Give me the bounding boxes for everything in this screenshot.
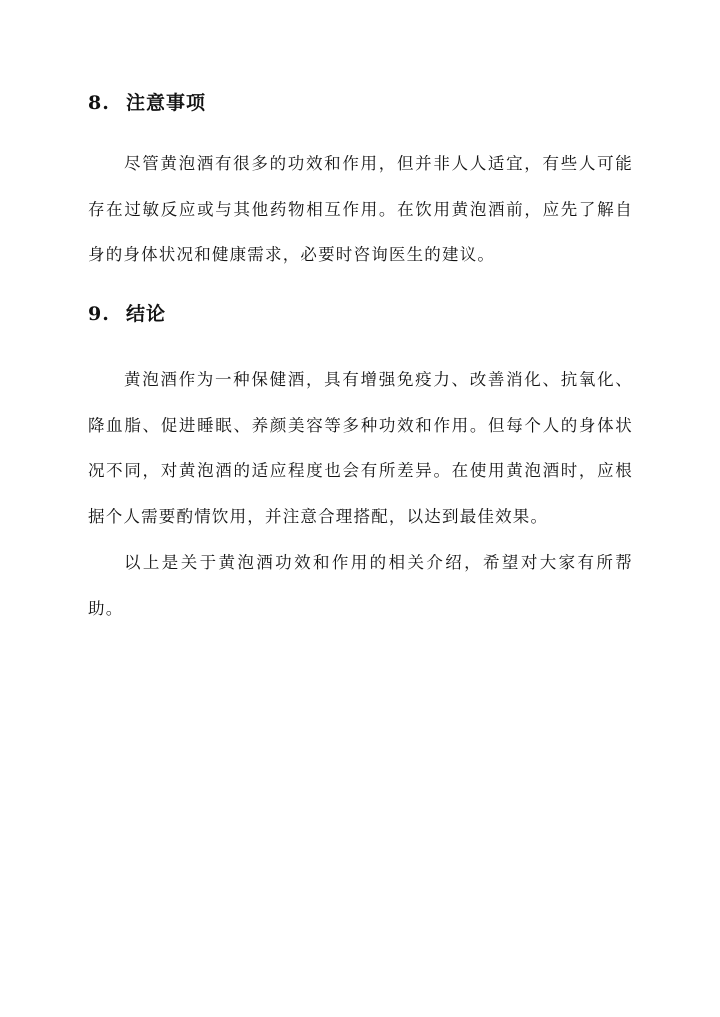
paragraph-conclusion: 黄泡酒作为一种保健酒，具有增强免疫力、改善消化、抗氧化、降血脂、促进睡眠、养颜美容等多种功效和作用。但每个人的身体状况不同，对黄泡酒的适应程度也会有所差异。在使用黄泡酒时，应根据个人需要酌情饮用，并注意合理搭配，以达到最佳效果。 — [88, 370, 633, 526]
section-heading-8 — [88, 91, 206, 115]
paragraph-precautions: 尽管黄泡酒有很多的功效和作用，但并非人人适宜，有些人可能存在过敏反应或与其他药物相互作用。在饮用黄泡酒前，应先了解自身的身体状况和健康需求，必要时咨询医生的建议。 — [88, 154, 633, 264]
section-title: 注意事项 — [126, 92, 207, 114]
section-number: 9. — [88, 303, 110, 325]
section-number: 8. — [88, 92, 110, 114]
paragraph-closing: 以上是关于黄泡酒功效和作用的相关介绍，希望对大家有所帮助。 — [88, 553, 633, 618]
section-title: 结论 — [126, 303, 167, 325]
section-heading-9 — [88, 302, 166, 326]
